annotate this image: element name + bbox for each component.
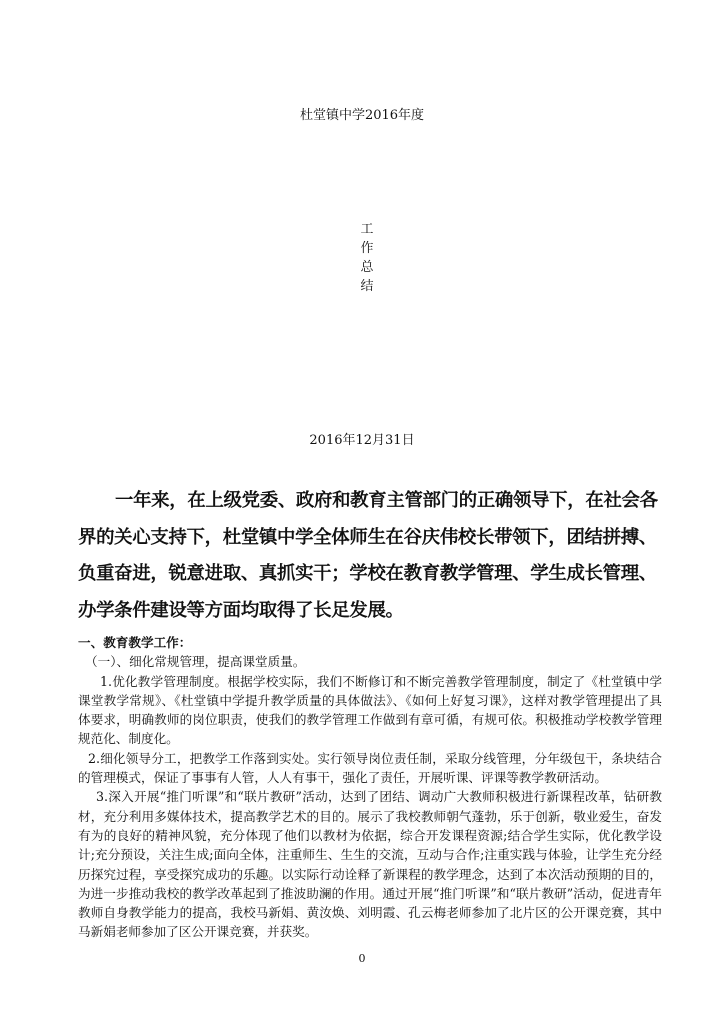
paragraph-1: 1.优化教学管理制度。根据学校实际，我们不断修订和不断完善教学管理制度，制定了《杜堂镇中学课堂教学常规》、《杜堂镇中学提升教学质量的具体做法》、《如何上好复习课》，这样对教学管理提出了具体要求，明确教师的岗位职责，使我们的教学管理工作做到有章可循，有规可依。积极推动学校教学管理规范化、制度化。 [78,673,662,747]
vertical-char: 总 [360,260,374,275]
intro-paragraph: 一年来，在上级党委、政府和教育主管部门的正确领导下，在社会各界的关心支持下，杜堂镇中学全体师生在谷庆伟校长带领下，团结拼搏、负重奋进，锐意进取、真抓实干；学校在教育教学管理、学生成长管理、办学条件建设等方面均取得了长足发展。 [78,490,658,621]
paragraph-3: 3.深入开展“推门听课”和“联片教研”活动，达到了团结、调动广大教师积极进行新课程改革，钻研教材，充分利用多媒体技术，提高教学艺术的目的。展示了我校教师朝气蓬勃，乐于创新，敬业爱生，奋发有为的良好的精神风貌，充分体现了他们以教材为依据，综合开发课程资源;结合学生实际，优化教学设计;充分预设，关注生成;面向全体，注重师生、生生的交流，互动与合作;注重实践与体验，让学生充分经历探究过程，享受探究成功的乐趣。以实际行动诠释了新课程的教学理念，达到了本次活动预期的目的，为进一步推动我校的教学改革起到了推波助澜的作用。通过开展“推门听课”和“联片教研”活动，促进青年教师自身教学能力的提高，我校马新娟、黄汝焕、刘明霞、孔云梅老师参加了北片区的公开课竞赛，其中马新娟老师参加了区公开课竞赛，并获奖。 [78,789,662,940]
paragraph-2: 2.细化领导分工，把教学工作落到实处。实行领导岗位责任制，采取分线管理，分年级包干，条块结合的管理模式，保证了事事有人管，人人有事干，强化了责任，开展听课、评课等教学教研活动。 [78,750,662,786]
body-text [78,633,662,942]
cover-title: 杜堂镇中学2016年度 [299,108,425,123]
page-number: 0 [358,952,366,965]
subsection-heading: （一）、细化常规管理，提高课堂质量。 [85,654,306,670]
section-heading: 一、教育教学工作： [78,635,192,650]
vertical-char: 作 [360,241,374,256]
vertical-char: 结 [360,279,374,294]
vertical-title [355,220,379,296]
vertical-char: 工 [360,222,374,237]
cover-date: 2016年12月31日 [309,433,415,448]
